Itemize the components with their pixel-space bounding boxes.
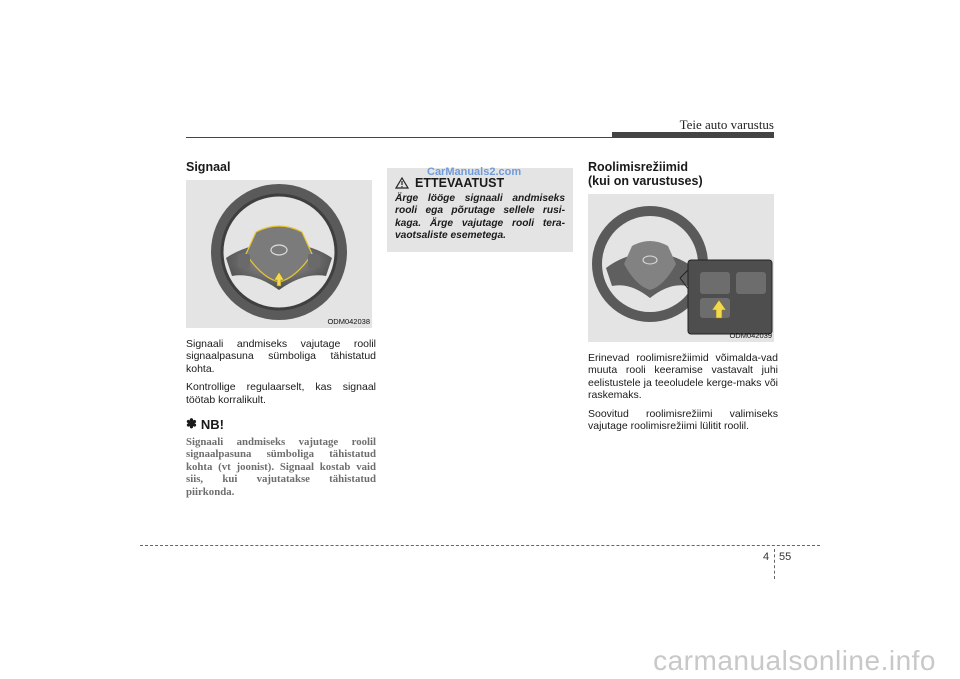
- site-watermark: carmanualsonline.info: [653, 645, 936, 676]
- column-horn: [186, 160, 376, 498]
- figure-code: ODM042038: [327, 317, 370, 326]
- column-steering-modes: [588, 160, 778, 438]
- caution-title: ETTEVAATUST: [415, 176, 505, 190]
- column-caution: [387, 168, 577, 252]
- heading-line: (kui on varustuses): [588, 174, 703, 188]
- section-title: Teie auto varustus: [679, 117, 774, 132]
- steering-mode-switch-figure: [588, 194, 774, 342]
- footer-rule: [140, 545, 820, 546]
- warning-triangle-icon: [395, 177, 409, 189]
- note-title: [186, 416, 376, 432]
- caution-body: Ärge lööge signaali andmiseks rooli ega põrutage sellele rusi-kaga. Ärge vajutage rooli tera-vaotsaliste esemetega.: [395, 193, 565, 242]
- asterisk-icon: ✽: [186, 416, 197, 432]
- page-number-divider: [774, 549, 775, 579]
- chapter-number: 4: [763, 551, 770, 563]
- page-number: 55: [779, 551, 792, 563]
- note-label: NB!: [200, 416, 225, 432]
- paragraph: Signaali andmiseks vajutage roolil signaalpasuna sümboliga tähistatud kohta.: [186, 338, 376, 375]
- note-body: Signaali andmiseks vajutage roolil signaalpasuna sümboliga tähistatud kohta (vt joonist). Signaal kostab vaid siis, kui vajutatakse tähistatud piirkonda.: [186, 436, 376, 498]
- heading-steering-modes: [588, 160, 778, 188]
- watermark-text: CarManuals2.com: [427, 166, 522, 178]
- caution-header: [395, 176, 565, 190]
- header-rule-accent: [612, 132, 774, 138]
- steering-mode-switch-illustration: [588, 194, 774, 342]
- heading-horn: Signaal: [186, 160, 231, 174]
- steering-wheel-horn-illustration: [186, 180, 372, 328]
- paragraph: Erinevad roolimisrežiimid võimalda-vad muuta rooli keeramise vastavalt juhi eelistustele ja teeoludele kerge-maks või raskemaks.: [588, 352, 778, 402]
- paragraph: Kontrollige regulaarselt, kas signaal töötab korralikult.: [186, 381, 376, 406]
- steering-wheel-horn-figure: [186, 180, 372, 328]
- caution-box: [387, 168, 573, 252]
- heading-line: Roolimisrežiimid: [588, 160, 689, 174]
- figure-code: ODM042039: [729, 331, 772, 340]
- paragraph: Soovitud roolimisrežiimi valimiseks vajutage roolimisrežiimi lülitit roolil.: [588, 407, 778, 433]
